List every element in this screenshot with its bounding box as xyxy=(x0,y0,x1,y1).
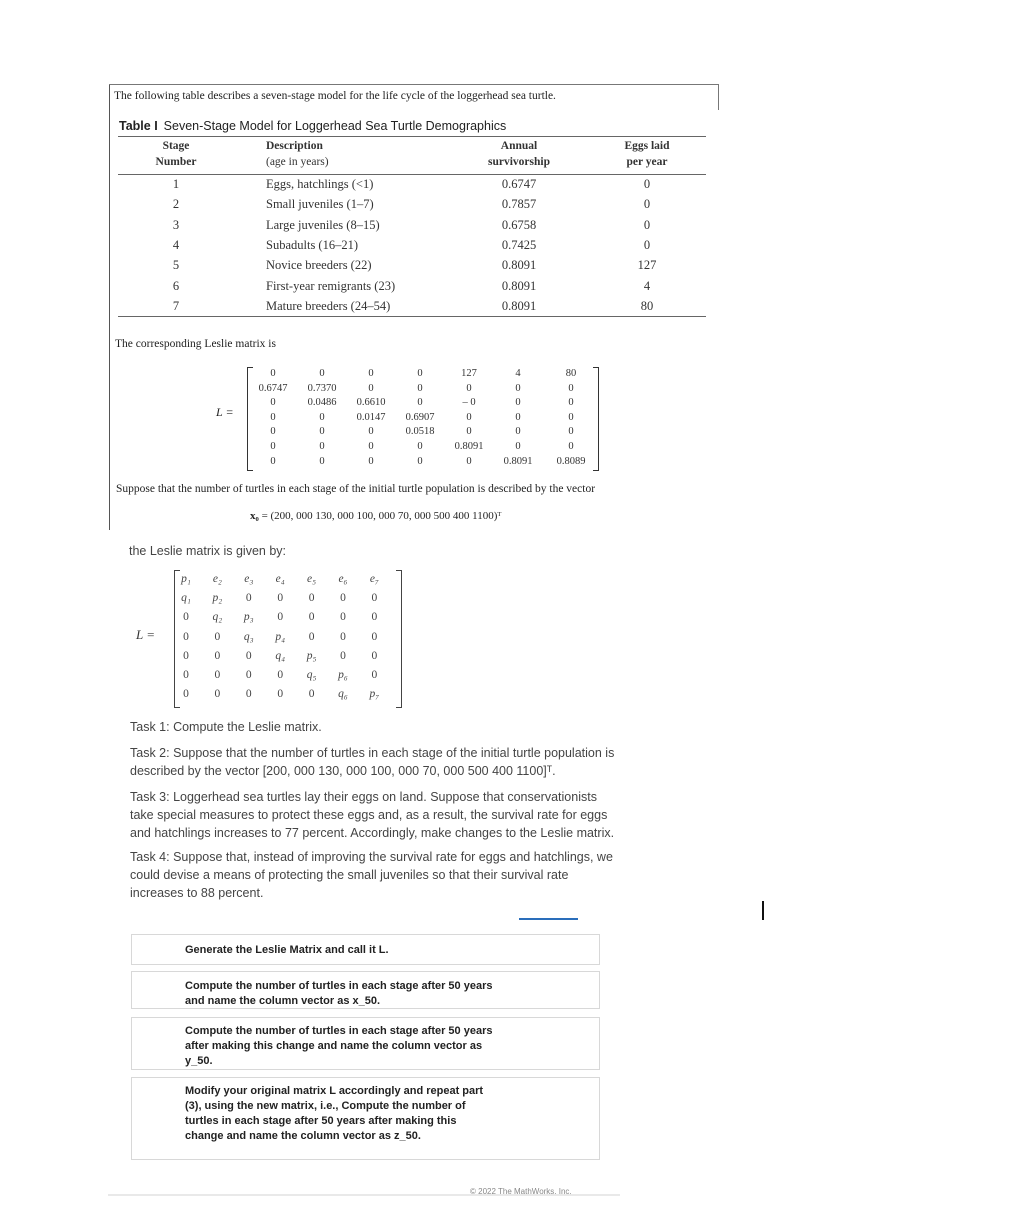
matrix-cell: 0 xyxy=(515,397,521,409)
cell-stage: 2 xyxy=(172,197,180,212)
matrix-cell: 0 xyxy=(319,455,325,467)
generic-matrix-cell: 0 xyxy=(214,630,221,643)
cell-survivorship: 0.8091 xyxy=(501,278,537,293)
matrix-cell: 0 xyxy=(368,368,374,379)
matrix-cell: 0 xyxy=(319,441,325,452)
generic-matrix-cell: 0 xyxy=(183,630,189,643)
generic-matrix-cell: e₆ xyxy=(338,573,348,585)
matrix-cell: 127 xyxy=(461,368,477,379)
cell-stage: 1 xyxy=(172,177,180,191)
cell-eggs: 0 xyxy=(643,197,651,212)
matrix-cell: 0 xyxy=(515,441,521,452)
leslie-intro: The corresponding Leslie matrix is xyxy=(115,338,276,350)
header-stage: Stage Number xyxy=(155,140,197,168)
cell-survivorship: 0.6758 xyxy=(501,217,537,232)
matrix-cell: 0 xyxy=(568,397,574,409)
cell-description: First-year remigrants (23) xyxy=(266,278,396,293)
cell-survivorship: 0.8091 xyxy=(501,258,537,273)
matrix-cell: 80 xyxy=(565,368,577,379)
generic-matrix-cell: 0 xyxy=(340,630,346,643)
matrix-cell: 0 xyxy=(270,441,276,452)
header-description: Description (age in years) xyxy=(266,140,329,168)
generic-matrix-cell: 0 xyxy=(277,669,284,681)
matrix-cell: 0.0518 xyxy=(405,426,435,438)
cell-stage: 7 xyxy=(172,298,180,313)
matrix-cell: 0 xyxy=(568,441,574,452)
cell-stage: 5 xyxy=(172,258,180,273)
task-box-1[interactable] xyxy=(131,934,600,965)
matrix-cell: 0 xyxy=(368,426,374,438)
task-box-2[interactable] xyxy=(131,971,600,1009)
matrix-cell: 0 xyxy=(515,411,521,423)
matrix-cell: 0.8091 xyxy=(503,455,533,467)
generic-matrix-cell: 0 xyxy=(277,611,284,624)
matrix-bracket-right xyxy=(396,570,402,708)
task-box-3[interactable] xyxy=(131,1017,600,1070)
generic-matrix-cell: q₄ xyxy=(275,649,286,662)
cell-eggs: 0 xyxy=(643,177,651,191)
task-1: Task 1: Compute the Leslie matrix. xyxy=(130,720,322,734)
generic-matrix-cell: p₁ xyxy=(181,573,191,585)
generic-matrix-cell: 0 xyxy=(371,592,378,605)
excerpt-border xyxy=(109,84,110,530)
matrix-cell: 0 xyxy=(319,368,325,379)
generic-matrix-cell: q₆ xyxy=(338,688,348,701)
table-rule xyxy=(118,136,706,137)
generic-matrix-cell: p₂ xyxy=(212,592,223,605)
task-2: Task 2: Suppose that the number of turtles in each stage of the initial turtle population is described by the vector [200, 000 130, 000 100, 000 70, 000 500 400 1100]ᵀ. xyxy=(130,746,615,778)
matrix-cell: 0.6907 xyxy=(405,411,435,423)
task-box-4[interactable] xyxy=(131,1077,600,1160)
generic-matrix-cell: e₃ xyxy=(244,573,254,585)
matrix-cell: 0 xyxy=(368,382,374,394)
generic-matrix-cell: p₇ xyxy=(369,688,380,701)
task-box-text: Generate the Leslie Matrix and call it L. xyxy=(185,944,389,956)
matrix-cell: 0 xyxy=(270,397,276,409)
header-survivorship: Annual survivorship xyxy=(488,140,550,168)
matrix-cell: 0 xyxy=(466,411,472,423)
generic-matrix-cell: 0 xyxy=(245,688,252,701)
cell-eggs: 4 xyxy=(643,278,651,293)
cell-survivorship: 0.7425 xyxy=(501,237,537,252)
section-underline xyxy=(519,918,578,920)
matrix-cell: 0 xyxy=(466,455,472,467)
generic-matrix-cell: 0 xyxy=(245,669,252,681)
matrix-cell: 0 xyxy=(417,368,423,379)
cell-survivorship: 0.7857 xyxy=(501,197,537,212)
cell-description: Large juveniles (8–15) xyxy=(266,217,380,232)
matrix-cell: 0.0486 xyxy=(307,397,337,409)
matrix-cell: 0 xyxy=(417,382,423,394)
matrix-cell: 0 xyxy=(417,397,423,409)
generic-matrix-cell: e₅ xyxy=(307,573,317,585)
excerpt-right-border xyxy=(718,84,719,110)
table-title: Seven-Stage Model for Loggerhead Sea Turtle Demographics xyxy=(163,119,507,133)
cell-stage: 3 xyxy=(172,217,180,232)
cell-stage: 4 xyxy=(172,237,180,252)
excerpt-intro: The following table describes a seven-stage model for the life cycle of the loggerhead sea turtle. xyxy=(114,90,556,102)
generic-matrix-cell: 0 xyxy=(308,630,315,643)
footer-divider xyxy=(108,1194,620,1196)
matrix-cell: 0 xyxy=(515,426,521,438)
cell-survivorship: 0.8091 xyxy=(501,298,537,313)
generic-matrix-cell: p₆ xyxy=(338,669,348,681)
header-eggs: Eggs laid per year xyxy=(624,140,670,168)
generic-matrix-cell: q₂ xyxy=(212,611,223,624)
cell-eggs: 80 xyxy=(640,298,654,313)
generic-matrix-cell: p₄ xyxy=(275,630,286,643)
generic-matrix-label: L = xyxy=(136,627,156,642)
matrix-label: L = xyxy=(216,405,234,419)
matrix-cell: 0.8091 xyxy=(454,441,484,452)
generic-matrix-cell: 0 xyxy=(183,688,189,701)
cell-eggs: 127 xyxy=(637,258,657,273)
generic-matrix-cell: 0 xyxy=(214,669,221,681)
generic-matrix-cell: 0 xyxy=(214,649,221,662)
generic-matrix-cell: 0 xyxy=(340,611,346,624)
task-4: Task 4: Suppose that, instead of improving the survival rate for eggs and hatchlings, we could devise a means of protecting the small juveniles so that their survival rate increases to 88 percent. xyxy=(130,850,613,900)
task-box-text: Compute the number of turtles in each stage after 50 years and name the column vector as x_50. xyxy=(185,980,493,1007)
matrix-cell: 0 xyxy=(466,382,472,394)
generic-matrix-cell: e₄ xyxy=(275,573,285,585)
matrix-cell: 0 xyxy=(270,368,276,379)
generic-matrix-cell: 0 xyxy=(245,649,252,662)
text-cursor xyxy=(762,901,764,920)
generic-matrix-cell: q₃ xyxy=(243,630,254,643)
table-label: Table I xyxy=(119,119,158,133)
generic-matrix-cell: 0 xyxy=(371,630,378,643)
generic-matrix-cell: e₇ xyxy=(369,573,379,585)
generic-matrix-cell: q₅ xyxy=(306,669,317,681)
cell-description: Novice breeders (22) xyxy=(266,258,372,273)
generic-matrix-cell: 0 xyxy=(340,592,346,605)
cell-description: Eggs, hatchlings (<1) xyxy=(266,177,374,191)
task-box-text: Compute the number of turtles in each stage after 50 years after making this change and name the column vector as y_50. xyxy=(185,1025,493,1067)
generic-matrix-cell: 0 xyxy=(183,611,189,624)
generic-matrix-cell: q₁ xyxy=(181,592,191,605)
generic-matrix-cell: 0 xyxy=(183,669,189,681)
generic-intro: the Leslie matrix is given by: xyxy=(129,544,287,558)
initial-vector: x₀ = (200, 000 130, 000 100, 000 70, 000 500 400 1100)ᵀ xyxy=(250,510,502,522)
cell-description: Subadults (16–21) xyxy=(266,237,359,252)
matrix-cell: 0.7370 xyxy=(307,382,337,394)
generic-matrix-cell: p₃ xyxy=(243,611,254,624)
matrix-cell: 0.0147 xyxy=(356,411,386,423)
matrix-cell: 0 xyxy=(270,411,276,423)
generic-matrix-cell: 0 xyxy=(371,611,378,624)
matrix-cell: 0 xyxy=(568,426,574,438)
generic-leslie-matrix xyxy=(174,570,402,706)
initial-vector-text: Suppose that the number of turtles in each stage of the initial turtle population is described by the vector xyxy=(116,483,596,495)
generic-matrix-cell: p₅ xyxy=(306,649,317,662)
matrix-cell: 0 xyxy=(319,426,325,438)
generic-matrix-cell: e₂ xyxy=(212,573,222,585)
matrix-cell: 0 xyxy=(466,426,472,438)
matrix-cell: 0 xyxy=(515,382,521,394)
matrix-cell: 0 xyxy=(568,382,574,394)
matrix-cell: 4 xyxy=(515,368,521,379)
table-rule xyxy=(118,316,706,317)
cell-survivorship: 0.6747 xyxy=(501,177,537,191)
matrix-cell: 0 xyxy=(319,411,325,423)
generic-matrix-cell: 0 xyxy=(340,649,346,662)
matrix-cell: 0 xyxy=(417,441,423,452)
matrix-cell: 0.6610 xyxy=(356,397,386,409)
task-3: Task 3: Loggerhead sea turtles lay their eggs on land. Suppose that conservationists take special measures to protect these eggs and, as a result, the survival rate for eggs and hatchlings increases to 77 percent. Accordingly, make changes to the Leslie matrix. xyxy=(130,790,615,840)
task-box-text: Modify your original matrix L accordingly and repeat part (3), using the new matrix, i.e., Compute the number of turtles in each stage after 50 years after making this change and name the column vector as z_50. xyxy=(185,1085,484,1142)
matrix-cell: 0 xyxy=(270,426,276,438)
matrix-cell: – 0 xyxy=(462,397,476,409)
matrix-cell: 0.8089 xyxy=(556,455,586,467)
generic-matrix-cell: 0 xyxy=(308,688,315,701)
cell-eggs: 0 xyxy=(643,217,651,232)
cell-stage: 6 xyxy=(172,278,180,293)
generic-matrix-cell: 0 xyxy=(277,688,284,701)
matrix-cell: 0 xyxy=(568,411,574,423)
leslie-matrix xyxy=(247,367,599,469)
cell-description: Small juveniles (1–7) xyxy=(266,197,374,212)
matrix-cell: 0 xyxy=(270,455,276,467)
generic-matrix-cell: 0 xyxy=(245,592,252,605)
generic-matrix-cell: 0 xyxy=(308,611,315,624)
generic-matrix-cell: 0 xyxy=(371,649,378,662)
generic-matrix-cell: 0 xyxy=(371,669,378,681)
generic-matrix-cell: 0 xyxy=(308,592,315,605)
copyright: © 2022 The MathWorks, Inc. xyxy=(470,1187,572,1194)
matrix-cell: 0.6747 xyxy=(258,382,288,394)
cell-description: Mature breeders (24–54) xyxy=(266,298,391,313)
matrix-cell: 0 xyxy=(368,441,374,452)
generic-matrix-cell: 0 xyxy=(277,592,284,605)
matrix-cell: 0 xyxy=(368,455,374,467)
generic-matrix-cell: 0 xyxy=(183,649,189,662)
matrix-cell: 0 xyxy=(417,455,423,467)
cell-eggs: 0 xyxy=(643,237,651,252)
generic-matrix-cell: 0 xyxy=(214,688,221,701)
excerpt-top-border xyxy=(109,84,719,85)
table-caption xyxy=(119,119,506,133)
